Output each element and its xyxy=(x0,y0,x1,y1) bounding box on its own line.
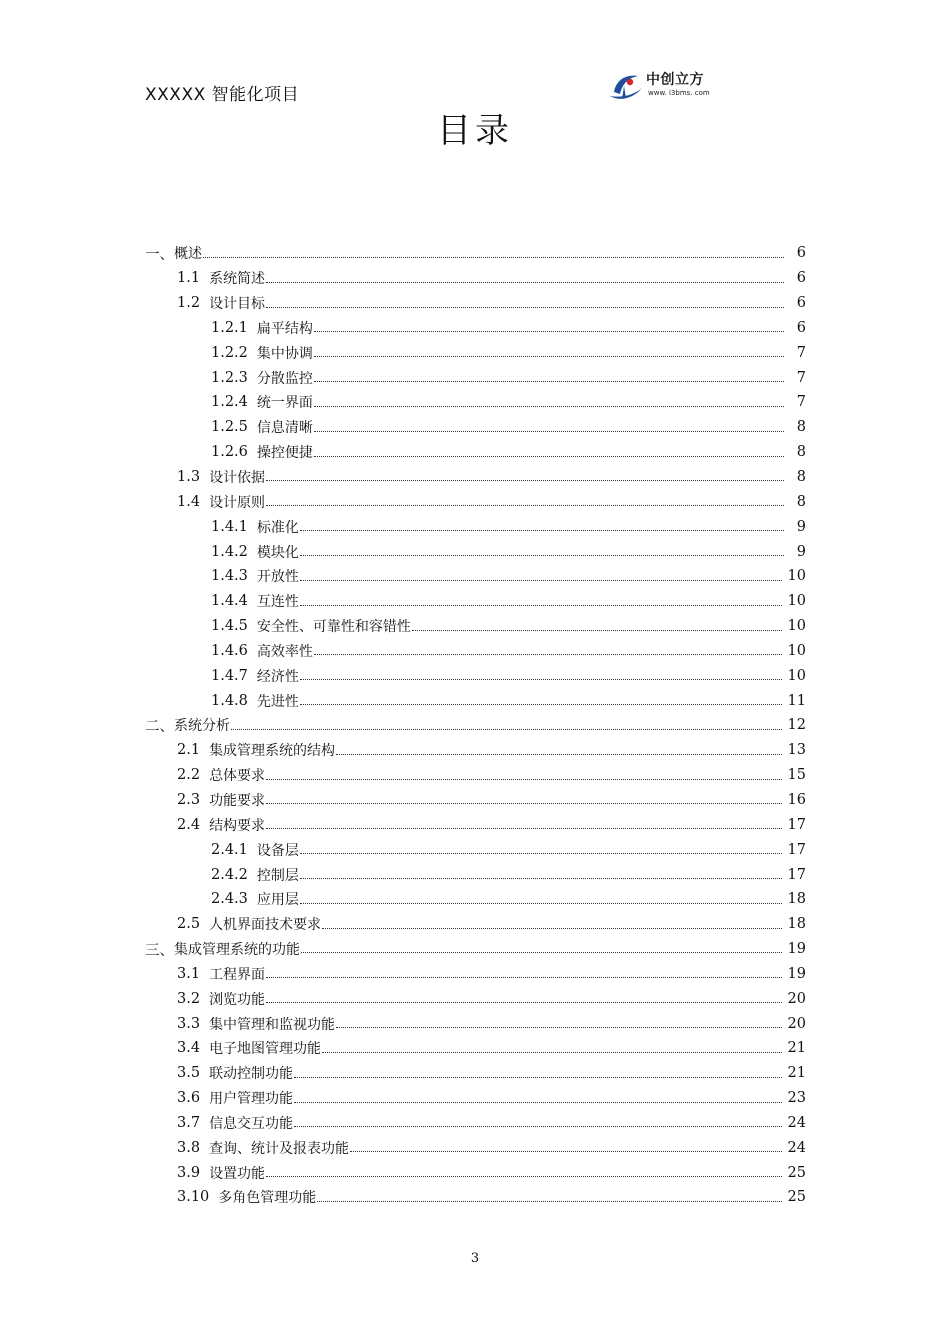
toc-entry-number: 一、 xyxy=(145,246,174,263)
toc-entry[interactable] xyxy=(145,564,806,589)
toc-entry[interactable] xyxy=(145,663,806,688)
toc-entry[interactable] xyxy=(145,440,806,465)
toc-entry[interactable] xyxy=(145,489,806,514)
toc-dot-leader xyxy=(301,951,782,953)
toc-entry[interactable] xyxy=(145,986,806,1011)
toc-dot-leader xyxy=(266,1175,781,1177)
toc-entry-page: 10 xyxy=(787,667,806,684)
toc-dot-leader xyxy=(294,1076,781,1078)
toc-entry-label: 安全性、可靠性和容错性 xyxy=(256,619,411,636)
toc-entry-label: 集成管理系统的功能 xyxy=(174,942,300,959)
toc-entry-page: 6 xyxy=(796,319,806,336)
toc-dot-leader xyxy=(231,728,782,730)
toc-entry[interactable] xyxy=(145,713,806,738)
toc-entry[interactable] xyxy=(145,415,806,440)
toc-entry-page: 9 xyxy=(796,518,806,535)
toc-entry[interactable] xyxy=(145,837,806,862)
toc-entry-label: 分散监控 xyxy=(256,370,313,387)
toc-entry-number: 2.5 xyxy=(177,916,201,933)
toc-entry[interactable] xyxy=(145,241,806,266)
toc-dot-leader xyxy=(266,976,781,978)
toc-entry[interactable] xyxy=(145,937,806,962)
toc-dot-leader xyxy=(314,380,784,382)
toc-entry-label: 控制层 xyxy=(256,867,299,884)
toc-entry-label: 电子地图管理功能 xyxy=(209,1041,322,1058)
toc-dot-leader xyxy=(314,330,784,332)
toc-entry-number: 3.2 xyxy=(177,990,201,1007)
logo-text: 中创立方 xyxy=(646,72,704,88)
page-number: 3 xyxy=(470,1251,480,1266)
toc-entry-label: 集中管理和监视功能 xyxy=(209,1016,336,1033)
toc-entry[interactable] xyxy=(145,738,806,763)
toc-dot-leader xyxy=(266,504,784,506)
toc-entry-number: 1.4.3 xyxy=(211,568,248,585)
toc-entry-number: 3.8 xyxy=(177,1139,201,1156)
toc-entry-number: 1.2.1 xyxy=(211,319,248,336)
toc-entry[interactable] xyxy=(145,639,806,664)
page-title: 目录 xyxy=(437,111,513,151)
toc-entry-label: 高效率性 xyxy=(256,643,313,660)
toc-entry[interactable] xyxy=(145,390,806,415)
toc-entry[interactable] xyxy=(145,1160,806,1185)
toc-dot-leader xyxy=(300,877,782,879)
toc-entry-label: 信息交互功能 xyxy=(209,1115,294,1132)
toc-entry-number: 3.3 xyxy=(177,1015,201,1032)
toc-entry[interactable] xyxy=(145,514,806,539)
toc-entry-page: 8 xyxy=(796,493,806,510)
toc-dot-leader xyxy=(300,852,782,854)
toc-entry-number: 3.10 xyxy=(177,1189,210,1206)
toc-entry-label: 联动控制功能 xyxy=(209,1066,294,1083)
toc-entry-number: 2.2 xyxy=(177,767,201,784)
toc-entry[interactable] xyxy=(145,862,806,887)
toc-entry-page: 7 xyxy=(796,394,806,411)
toc-entry-number: 3.6 xyxy=(177,1090,201,1107)
toc-entry-number: 3.4 xyxy=(177,1040,201,1057)
toc-dot-leader xyxy=(300,604,782,606)
toc-entry-page: 24 xyxy=(787,1114,806,1131)
toc-entry-page: 21 xyxy=(787,1065,806,1082)
toc-entry-page: 10 xyxy=(787,593,806,610)
toc-entry-page: 21 xyxy=(787,1040,806,1057)
toc-dot-leader xyxy=(336,753,781,755)
toc-entry-label: 设备层 xyxy=(256,842,299,859)
toc-entry-number: 1.2.6 xyxy=(211,444,248,461)
logo-url: www. i3bms. com xyxy=(648,89,710,97)
toc-entry-number: 3.9 xyxy=(177,1164,201,1181)
toc-entry-label: 互连性 xyxy=(256,594,299,611)
toc-entry-label: 设计目标 xyxy=(209,296,266,313)
toc-entry-number: 1.2.4 xyxy=(211,394,248,411)
toc-entry[interactable] xyxy=(145,1111,806,1136)
toc-entry-page: 18 xyxy=(787,916,806,933)
toc-dot-leader xyxy=(322,927,781,929)
toc-entry-label: 系统简述 xyxy=(209,271,266,288)
toc-dot-leader xyxy=(266,778,781,780)
toc-entry-label: 应用层 xyxy=(256,892,299,909)
toc-entry-page: 8 xyxy=(796,444,806,461)
toc-entry-number: 2.4 xyxy=(177,816,201,833)
toc-dot-leader xyxy=(314,455,784,457)
toc-dot-leader xyxy=(412,629,782,631)
toc-entry[interactable] xyxy=(145,688,806,713)
toc-entry-number: 1.2.3 xyxy=(211,369,248,386)
toc-entry-page: 13 xyxy=(787,742,806,759)
toc-entry-label: 设置功能 xyxy=(209,1165,266,1182)
toc-entry-page: 17 xyxy=(787,866,806,883)
toc-dot-leader xyxy=(266,1001,781,1003)
toc-entry-page: 6 xyxy=(796,270,806,287)
toc-dot-leader xyxy=(266,479,784,481)
toc-entry-label: 扁平结构 xyxy=(256,320,313,337)
toc-entry-number: 2.4.2 xyxy=(211,866,248,883)
toc-entry-number: 1.4.2 xyxy=(211,543,248,560)
toc-entry-label: 模块化 xyxy=(256,544,299,561)
toc-entry-number: 1.4 xyxy=(177,493,201,510)
toc-entry[interactable] xyxy=(145,465,806,490)
toc-entry-page: 7 xyxy=(796,344,806,361)
toc-entry[interactable] xyxy=(145,1185,806,1210)
toc-entry-page: 18 xyxy=(787,891,806,908)
toc-entry-page: 6 xyxy=(796,245,806,262)
toc-dot-leader xyxy=(266,827,781,829)
toc-entry[interactable] xyxy=(145,1036,806,1061)
toc-entry-page: 17 xyxy=(787,816,806,833)
toc-dot-leader xyxy=(300,902,782,904)
toc-dot-leader xyxy=(317,1200,781,1202)
toc-dot-leader xyxy=(314,430,784,432)
toc-entry-label: 集中协调 xyxy=(256,345,313,362)
header-title: XXXXX 智能化项目 xyxy=(145,85,300,105)
toc-dot-leader xyxy=(314,653,782,655)
toc-entry[interactable] xyxy=(145,365,806,390)
toc-dot-leader xyxy=(314,405,784,407)
toc-dot-leader xyxy=(314,355,784,357)
toc-dot-leader xyxy=(266,281,784,283)
toc-entry-number: 1.4.6 xyxy=(211,642,248,659)
toc-entry-number: 3.1 xyxy=(177,965,201,982)
toc-entry-page: 10 xyxy=(787,618,806,635)
toc-entry-label: 结构要求 xyxy=(209,817,266,834)
toc-entry-page: 15 xyxy=(787,767,806,784)
toc-entry[interactable] xyxy=(145,266,806,291)
toc-entry-page: 10 xyxy=(787,568,806,585)
toc-entry[interactable] xyxy=(145,614,806,639)
toc-entry-label: 系统分析 xyxy=(174,718,230,735)
toc-entry-page: 24 xyxy=(787,1139,806,1156)
toc-entry-number: 1.2.5 xyxy=(211,419,248,436)
toc-entry-label: 用户管理功能 xyxy=(209,1091,294,1108)
toc-entry-page: 8 xyxy=(796,419,806,436)
toc-entry-number: 1.2 xyxy=(177,295,201,312)
toc-entry-label: 经济性 xyxy=(256,668,299,685)
toc-entry[interactable] xyxy=(145,788,806,813)
toc-entry-label: 人机界面技术要求 xyxy=(209,917,322,934)
toc-entry[interactable] xyxy=(145,912,806,937)
toc-entry-number: 1.4.7 xyxy=(211,667,248,684)
toc-entry-page: 23 xyxy=(787,1090,806,1107)
company-logo xyxy=(608,68,720,102)
toc-dot-leader xyxy=(336,1026,781,1028)
toc-entry-label: 设计依据 xyxy=(209,470,266,487)
toc-entry-page: 17 xyxy=(787,841,806,858)
toc-dot-leader xyxy=(300,678,782,680)
toc-entry-page: 12 xyxy=(787,717,806,734)
toc-entry[interactable] xyxy=(145,1061,806,1086)
toc-entry[interactable] xyxy=(145,589,806,614)
toc-entry-page: 19 xyxy=(787,941,806,958)
toc-entry-page: 7 xyxy=(796,369,806,386)
toc-entry-number: 2.3 xyxy=(177,791,201,808)
toc-entry-number: 1.4.1 xyxy=(211,518,248,535)
toc-entry[interactable] xyxy=(145,340,806,365)
toc-dot-leader xyxy=(350,1150,781,1152)
toc-entry-number: 1.4.8 xyxy=(211,692,248,709)
toc-entry-label: 功能要求 xyxy=(209,792,266,809)
toc-entry[interactable] xyxy=(145,887,806,912)
toc-dot-leader xyxy=(266,306,784,308)
toc-entry-label: 信息清晰 xyxy=(256,420,313,437)
toc-entry-label: 多角色管理功能 xyxy=(218,1190,317,1207)
toc-entry-page: 11 xyxy=(787,692,806,709)
toc-entry-label: 标准化 xyxy=(256,519,299,536)
toc-dot-leader xyxy=(294,1125,781,1127)
toc-entry[interactable] xyxy=(145,763,806,788)
toc-entry[interactable] xyxy=(145,812,806,837)
toc-entry-number: 2.4.3 xyxy=(211,891,248,908)
toc-dot-leader xyxy=(266,802,781,804)
toc-entry-number: 1.4.5 xyxy=(211,618,248,635)
toc-entry-label: 浏览功能 xyxy=(209,991,266,1008)
toc-entry-label: 查询、统计及报表功能 xyxy=(209,1140,350,1157)
toc-entry-page: 9 xyxy=(796,543,806,560)
toc-entry-label: 概述 xyxy=(174,246,202,263)
toc-entry[interactable] xyxy=(145,316,806,341)
toc-entry-number: 二、 xyxy=(145,718,174,735)
toc-entry[interactable] xyxy=(145,1086,806,1111)
toc-entry-label: 统一界面 xyxy=(256,395,313,412)
toc-entry[interactable] xyxy=(145,1135,806,1160)
toc-entry-page: 20 xyxy=(787,1015,806,1032)
toc-dot-leader xyxy=(300,703,782,705)
toc-entry-number: 1.3 xyxy=(177,469,201,486)
toc-entry-number: 3.5 xyxy=(177,1065,201,1082)
toc-dot-leader xyxy=(203,256,784,258)
toc-entry-label: 设计原则 xyxy=(209,494,266,511)
toc-dot-leader xyxy=(300,529,784,531)
toc-entry[interactable] xyxy=(145,1011,806,1036)
toc-dot-leader xyxy=(322,1051,781,1053)
toc-entry-page: 25 xyxy=(787,1189,806,1206)
toc-entry-page: 20 xyxy=(787,990,806,1007)
toc-entry[interactable] xyxy=(145,539,806,564)
toc-entry-page: 25 xyxy=(787,1164,806,1181)
toc-entry-page: 19 xyxy=(787,965,806,982)
toc-entry-number: 1.4.4 xyxy=(211,593,248,610)
toc-entry-number: 2.1 xyxy=(177,742,201,759)
toc-dot-leader xyxy=(294,1101,781,1103)
logo-mark-icon xyxy=(608,68,644,102)
toc-entry-label: 总体要求 xyxy=(209,768,266,785)
toc-entry-label: 先进性 xyxy=(256,693,299,710)
toc-entry-number: 2.4.1 xyxy=(211,841,248,858)
toc-dot-leader xyxy=(300,554,784,556)
toc-entry-page: 16 xyxy=(787,791,806,808)
toc-entry-number: 1.1 xyxy=(177,270,201,287)
toc-entry-number: 1.2.2 xyxy=(211,344,248,361)
toc-entry-label: 工程界面 xyxy=(209,966,266,983)
toc-entry[interactable] xyxy=(145,291,806,316)
toc-entry-label: 开放性 xyxy=(256,569,299,586)
toc-entry-number: 三、 xyxy=(145,942,174,959)
toc-dot-leader xyxy=(300,579,782,581)
toc-entry-label: 集成管理系统的结构 xyxy=(209,743,336,760)
toc-entry-label: 操控便捷 xyxy=(256,445,313,462)
table-of-contents xyxy=(145,241,806,1210)
toc-entry-number: 3.7 xyxy=(177,1114,201,1131)
toc-entry-page: 8 xyxy=(796,469,806,486)
toc-entry[interactable] xyxy=(145,961,806,986)
toc-entry-page: 10 xyxy=(787,642,806,659)
toc-entry-page: 6 xyxy=(796,295,806,312)
